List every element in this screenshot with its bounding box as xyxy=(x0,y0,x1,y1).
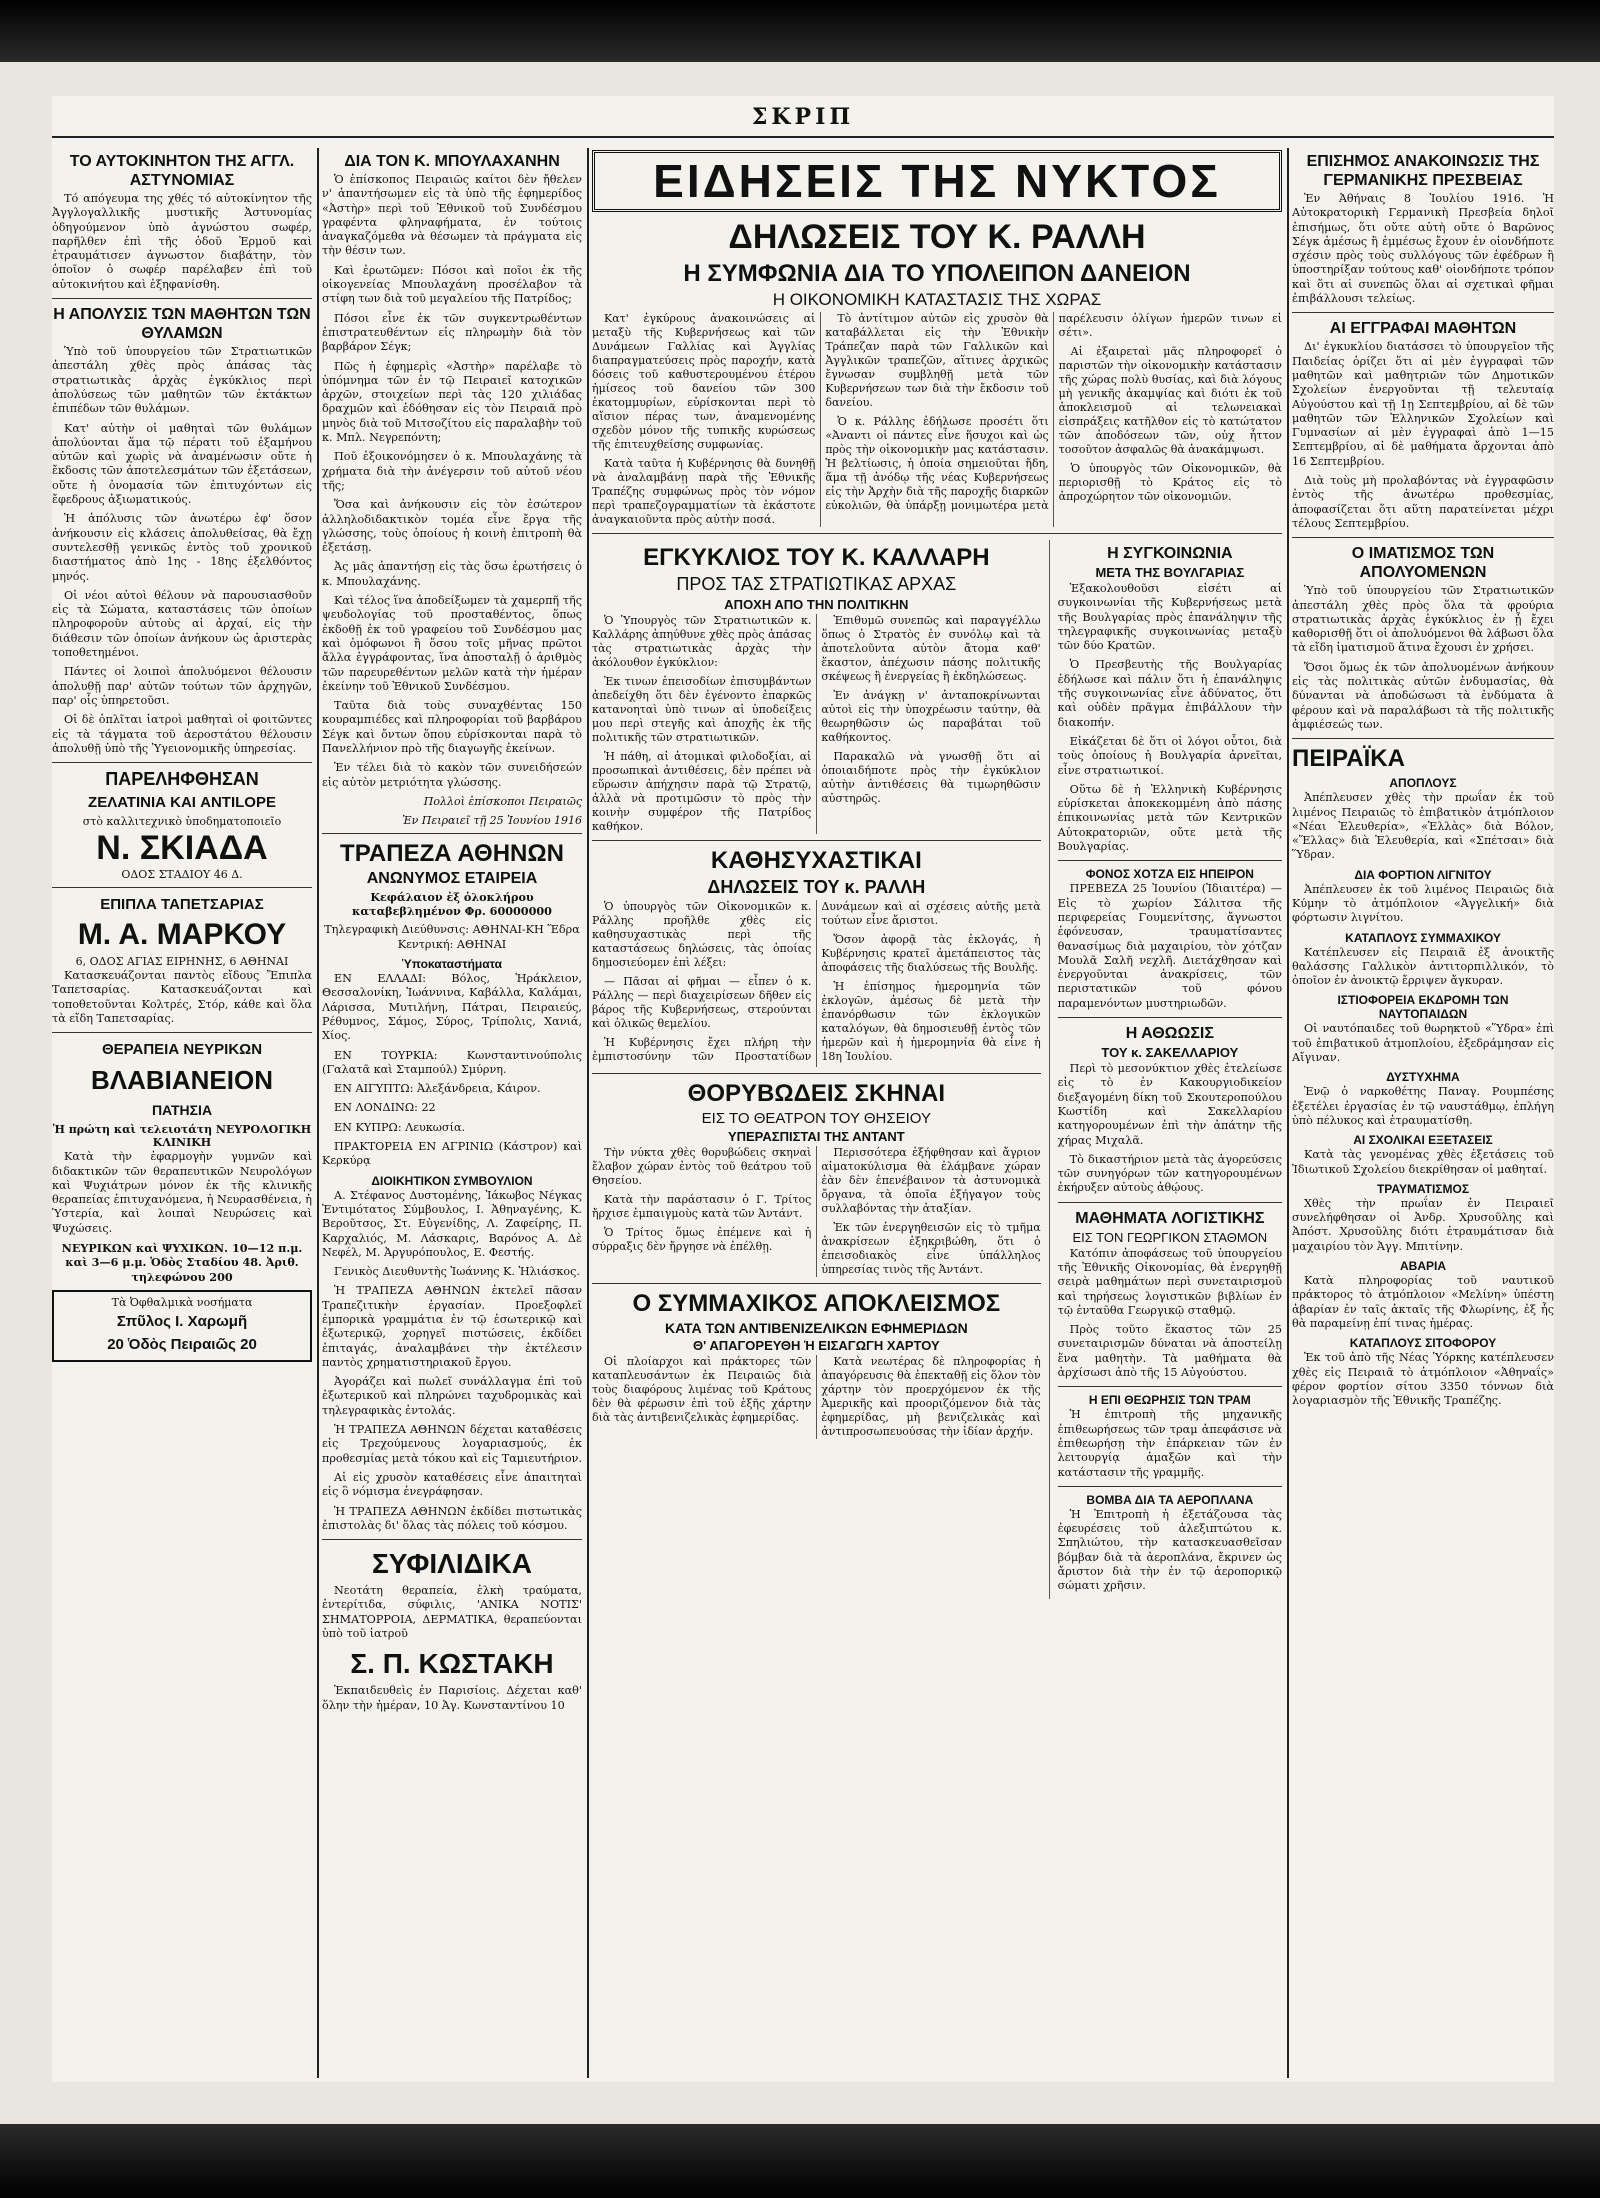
bank-subtitle: ΑΝΩΝΥΜΟΣ ΕΤΑΙΡΕΙΑ xyxy=(366,869,538,887)
scan-top-edge xyxy=(0,0,1600,62)
article-subtitle: ΕΙΣ ΤΟΝ ΓΕΩΡΓΙΚΟΝ ΣΤΑΘΜΟΝ xyxy=(1072,1229,1268,1245)
divider xyxy=(1058,1386,1282,1387)
news-item-title: ΚΑΤΑΠΛΟΥΣ ΣΥΜΜΑΧΙΚΟΥ xyxy=(1345,930,1501,945)
news-item-text: Ἐκ τοῦ ἀπὸ τῆς Νέας Ὑόρκης κατέπλευσεν χθὲς εἰς Πειραιᾶ τὸ ἀτμόπλοιον «Ἀθηναΐς» φέρον φορτίον σίτου 3350 τόννων διὰ λογαριασμὸν τῆς Ἐθνικῆς Τραπέζης. xyxy=(1292,1351,1554,1408)
column-divider xyxy=(1287,148,1289,2078)
ad-name: Σ. Π. ΚΩΣΤΑΚΗ xyxy=(350,1648,554,1680)
article-title: ΘΟΡΥΒΩΔΕΙΣ ΣΚΗΝΑΙ xyxy=(687,1079,945,1107)
article-paragraph: Τὸ ἀντίτιμον αὐτῶν εἰς χρυσὸν θὰ καταβάλλεται εἰς τὴν Ἐθνικὴν Τράπεζαν παρὰ τῶν Γαλλικῶν καὶ Ἀγγλικῶν τραπεζῶν, αἵτινες ἀρχικῶς ἔγνωσαν συμβληθῇ μετὰ τῶν Κυβερνήσεων των διὰ τὴν ἔκδοσιν τοῦ δανείου. xyxy=(825,312,1049,409)
news-item-text: Κατὰ τὰς γενομένας χθὲς ἐξετάσεις τοῦ Ἰδιωτικοῦ Σχολείου διεκρίθησαν οἱ μαθηταί. xyxy=(1292,1148,1554,1176)
article-paragraph: Ἐπιθυμῶ συνεπῶς καὶ παραγγέλλω ὅπως ὁ Στρατὸς ἐν συνόλῳ καὶ τὰ ἀποτελοῦντα αὐτὸν ἄτομα καθ' ἕκαστον, ἀπέχωσιν πάσης πολιτικῆς σκέψεως ἢ ἐνεργείας ἢ ἐκδηλώσεως. xyxy=(821,614,1041,683)
bank-branches-title: Ὑποκαταστήματα xyxy=(401,957,503,972)
article-paragraph: Τὸ δικαστήριον μετὰ τὰς ἀγορεύσεις τῶν συνηγόρων τῶν κατηγορουμένων ἐκήρυξεν αὐτοὺς ἀθῴους. xyxy=(1057,1152,1282,1195)
article-paragraph: Πῶς ἡ ἐφημερὶς «Ἀστὴρ» παρέλαβε τὸ ὑπόμνημα τῶν ἐν τῷ Πειραιεῖ κατοχικῶν ἀρχῶν, στοιχείων περὶ τὰς 120 χιλιάδας δραχμῶν καὶ ἐδόθησαν εἰς τὸν Πειραιᾶ πρὸ μηνὸς διὰ τοῦ Μιτσοζίτου εἰς παραλαβὴν τοῦ κ. Μπλ. Νεγρεπόντη; xyxy=(322,359,582,445)
divider xyxy=(52,1032,312,1033)
bank-address: Τηλεγραφικὴ Διεύθυνσις: ΑΘΗΝΑΙ-ΚΗ Ἕδρα Κεντρική: ΑΘΗΝΑΙ xyxy=(324,923,580,951)
column-divider xyxy=(587,148,589,2078)
article-title: ΕΠΙΣΗΜΟΣ ΑΝΑΚΟΙΝΩΣΙΣ ΤΗΣ ΓΕΡΜΑΝΙΚΗΣ ΠΡΕΣΒΕΙΑΣ xyxy=(1306,153,1540,189)
article-paragraph: Ὑπὸ τοῦ ὑπουργείου τῶν Στρατιωτικῶν ἀπεστάλη χθὲς πρὸς ἁπάσας τὰς στρατιωτικὰς ἀρχὰς ἐγκύκλιος περὶ ἀπολύσεως τῶν μαθητῶν τῶν ἐκτάκτων ἐπιπέδων τῶν θυλάμων. xyxy=(52,345,312,416)
column-1 xyxy=(52,148,312,2078)
article-subtitle: Η ΣΥΜΦΩΝΙΑ ΔΙΑ ΤΟ ΥΠΟΛΕΙΠΟΝ ΔΑΝΕΙΟΝ xyxy=(683,260,1191,287)
divider xyxy=(1058,1486,1282,1487)
article-paragraph: Ὑπὸ τοῦ ὑπουργείου τῶν Στρατιωτικῶν ἀπεστάλη χθὲς πρὸς ὅλα τὰ φρούρια στρατιωτικὰς ἀρχὰς ἐγκύκλιος ἐν ᾗ ἔχει καθορισθῇ ὅτι οἱ ἀπολυόμενοι θὰ λάβωσι ὅλα τὰ εἴδη ἱματισμοῦ ἅτινα ἔχουσι ἐν χρήσει. xyxy=(1292,584,1554,655)
scan-bottom-edge xyxy=(0,2124,1600,2198)
divider xyxy=(52,762,312,763)
divider xyxy=(592,840,1041,841)
article-paragraph: Ἀς μᾶς ἀπαντήσῃ εἰς τὰς ὅσω ἐρωτήσεις ὁ κ. Μπουλαχάνης. xyxy=(322,560,582,588)
ad-headline: Τὰ Ὀφθαλμικὰ νοσήματα xyxy=(111,1295,253,1309)
article-paragraph: Δι' ἐγκυκλίου διατάσσει τὸ ὑπουργεῖον τῆς Παιδείας ὁρίζει ὅτι αἱ μὲν ἐγγραφαὶ τῶν μαθητῶν καὶ μαθητριῶν τῶν Δημοτικῶν Σχολείων ἐνεργοῦνται τῇ τελευταίᾳ Αὐγούστου καὶ τῇ 1ῃ Σεπτεμβρίου, αἱ δὲ τῶν μαθητῶν τῶν Ἑλληνικῶν Σχολείων καὶ Γυμνασίων αἱ μὲν ἐγγραφαὶ ἀπὸ 1—15 Σεπτεμβρίου, αἱ δὲ μαθήματα ἄρχονται ἀπὸ 16 Σεπτεμβρίου. xyxy=(1292,340,1554,468)
article-paragraph: Ὁ ἐπίσκοπος Πειραιῶς καίτοι δὲν ἤθελεν ν' ἀπαντήσωμεν εἰς τὰ ὑπὸ τῆς ἐφημερίδος «Ἀστὴρ» περὶ τοῦ Ἐθνικοῦ τοῦ Συνδέσμου γραφέντα φληναφήματα, ἐν τούτοις ἀναγκαζόμεθα νὰ θέσωμεν τὰ πράγματα εἰς τὴν θέσιν των. xyxy=(322,173,582,258)
divider xyxy=(322,1539,582,1540)
article-subtitle: ΤΟΥ κ. ΣΑΚΕΛΛΑΡΙΟΥ xyxy=(1101,1045,1239,1061)
article-paragraph: Κατόπιν ἀποφάσεως τοῦ ὑπουργείου τῆς Ἐθνικῆς Οἰκονομίας, θὰ ἐνεργηθῇ σειρὰ μαθημάτων περὶ συνεταιρισμοῦ καὶ τηρήσεως λογιστικῶν βιβλίων ἐν τῷ ἐνταῦθα Γεωργικῷ σταθμῷ. xyxy=(1057,1246,1282,1317)
article-paragraph: Παρακαλῶ νὰ γνωσθῇ ὅτι αἱ ὁποιαιδήποτε πρὸς τὴν ἐγκύκλιον αὐτὴν ἀντιθέσεις θὰ τιμωρηθῶσιν αὐστηρῶς. xyxy=(821,750,1041,805)
article-subtitle-2: Η ΟΙΚΟΝΟΜΙΚΗ ΚΑΤΑΣΤΑΣΙΣ ΤΗΣ ΧΩΡΑΣ xyxy=(772,290,1102,309)
advertisement-eye xyxy=(52,1290,312,1362)
article-paragraph: Οἱ νέοι αὐτοὶ θέλουν νὰ παρουσιασθοῦν εἰς τὰ Σώματα, καταστάσεις τῶν ὁποίων πληροφοροῦν αὐτοὺς αἱ ἀρχαί, εἰς τὴν διάθεσιν τῶν ὁποίων ἀνήκουν ὡς ἀριστερὰς τοποθετημένοι. xyxy=(52,588,312,660)
article-paragraph: Διὰ τοὺς μὴ προλαβόντας νὰ ἐγγραφῶσιν ἐντὸς τῆς ἀνωτέρω προθεσμίας, ἀποφασίζεται ὅτι αὕτη παρατείνεται μέχρι τέλους Σεπτεμβρίου. xyxy=(1292,474,1554,530)
ad-text: Κατασκευάζονται παντὸς εἴδους Ἔπιπλα Ταπετσαρίας. Κατασκευάζονται καὶ τοποθετοῦνται Κολτρές, Στόρ, κάθε καὶ ὅλα τὰ εἴδη Ταπετσαρίας. xyxy=(52,969,312,1025)
article-subtitle: ΚΑΤΑ ΤΩΝ ΑΝΤΙΒΕΝΙΖΕΛΙΚΩΝ ΕΦΗΜΕΡΙΔΩΝ xyxy=(664,1319,968,1336)
advertisement-markou xyxy=(52,894,312,1026)
article-subtitle: ΔΗΛΩΣΕΙΣ ΤΟΥ κ. ΡΑΛΛΗ xyxy=(707,877,926,897)
article-paragraph: — Πᾶσαι αἱ φῆμαι — εἶπεν ὁ κ. Ράλλης — περὶ διαχειρίσεων δῆθεν εἰς βάρος τῆς Κυβερνήσεως, στερούνται καὶ ὁλικῶς θεμελίου. xyxy=(592,975,812,1030)
divider xyxy=(1292,738,1554,739)
article-paragraph: Ἐν ἀνάγκῃ ν' ἀνταποκρίνωνται αὐτοὶ εἰς τὴν ὑποχρέωσιν ταύτην, θὰ θεωρηθῶσιν ὡς παραβάται τοῦ καθήκοντος. xyxy=(821,689,1041,744)
divider xyxy=(1292,537,1554,538)
news-item-title: ΚΑΤΑΠΛΟΥΣ ΣΙΤΟΦΟΡΟΥ xyxy=(1349,1336,1497,1351)
bank-turkey: ΕΝ ΤΟΥΡΚΙΑ: Κωνσταντινούπολις (Γαλατᾶ καὶ Σταμπούλ) Σμύρνη. xyxy=(322,1048,582,1076)
piraeus-news-list xyxy=(1292,776,1554,1408)
article-paragraph: Πόσοι εἶνε ἐκ τῶν συγκεντρωθέντων ἐπιστρατευθέντων εἰς πληρωμὴν διὰ τὸν βαρβάρον Σέγκ; xyxy=(322,311,582,354)
bank-capital: Κεφάλαιον ἐξ ὁλοκλήρου καταβεβλημένον Φρ. 60000000 xyxy=(352,889,552,919)
ad-address: ΟΔΟΣ ΣΤΑΔΙΟΥ 46 Δ. xyxy=(121,868,243,882)
ad-subheadline: Ἡ πρώτη καὶ τελειοτάτη ΝΕΥΡΟΛΟΓΙΚΗ ΚΛΙΝΙΚΗ xyxy=(52,1123,312,1150)
article-title: ΑΙ ΕΓΓΡΑΦΑΙ ΜΑΘΗΤΩΝ xyxy=(1329,320,1517,338)
article-subtitle-2: ΥΠΕΡΑΣΠΙΣΤΑΙ ΤΗΣ ΑΝΤΑΝΤ xyxy=(727,1128,905,1144)
ad-name: Μ. Α. ΜΑΡΚΟΥ xyxy=(77,918,287,952)
ad-headline: ΠΑΡΕΛΗΦΘΗΣΑΝ xyxy=(105,769,259,790)
divider xyxy=(52,298,312,299)
column-3-night-news xyxy=(592,148,1282,2078)
article-paragraph: ΠΡΕΒΕΖΑ 25 Ἰουνίου (Ἰδιαιτέρα) — Εἰς τὸ χωρίον Σάλιτσα τῆς περιφερείας Γουμενίτσης, ἄγνωστοι ἐφόνευσαν, τραυματίσαντες θανασίμως διὰ μαχαιρίου, τὸν χότζαν Μουλᾶ Σαλῆ νεχλῆ. Διετάχθησαν καὶ ἐνεργοῦνται ἀνακρίσεις, τῶν περιστατικῶν τοῦ φόνου παραμενόντων μυστηριωδῶν. xyxy=(1057,882,1282,1010)
news-item xyxy=(1292,868,1554,926)
article-paragraph: Ἐν Ἀθήναις 8 Ἰουλίου 1916. Ἡ Αὐτοκρατορικὴ Γερμανικὴ Πρεσβεία δηλοῖ ἐπισήμως, ὅτι οὔτε αὐτὴ οὔτε ὁ Βαρῶνος Σέγκ ἀμέσως ἢ ἐμμέσως ἔχουν ἐν οἱονδήποτε σχέσιν πρὸς τοὺς συλλόγους τῶν ἐφέδρων ἢ ὑποστηρίξαν τούτους καθ' οἱονδήποτε τρόπον καὶ ὅτι αἱ συνεπῶς ὅλαι αἱ σχετικαὶ φῆμαι ἐπιβάλλουσι τελείως. xyxy=(1292,192,1554,306)
ad-name: ΒΛΑΒΙΑΝΕΙΟΝ xyxy=(90,1065,273,1096)
article-subtitle-2: ΑΠΟΧΗ ΑΠΟ ΤΗΝ ΠΟΛΙΤΙΚΗΝ xyxy=(724,597,909,612)
article-paragraph: Ἡ Ἐπιτροπὴ ἡ ἐξετάζουσα τὰς ἐφευρέσεις τοῦ ἀλεξιπτώτου κ. Σπηλιώτου, τὴν κατασκευασθεῖσαν βόμβαν διὰ τὰ ἀεροπλάνα, ἔκρινεν ὡς ἄριστον διὰ τὴν ἐν τῷ ἀεροπορικῷ σώματι χρῆσιν. xyxy=(1057,1507,1282,1593)
bank-london: ΕΝ ΛΟΝΔΙΝΩ: 22 xyxy=(334,1101,436,1115)
news-item xyxy=(1292,776,1554,862)
article-title: Η ΕΠΙ ΘΕΩΡΗΣΙΣ ΤΩΝ ΤΡΑΜ xyxy=(1088,1393,1251,1408)
article-subtitle: ΠΡΟΣ ΤΑΣ ΣΤΡΑΤΙΩΤΙΚΑΣ ΑΡΧΑΣ xyxy=(676,574,957,594)
article-paragraph: Πάντες οἱ λοιποὶ ἀπολυόμενοι θέλουσιν ἀπολυθῇ παρ' αὐτῶν τούτων τῶν ἀρχηγῶν, παρ' οἷς ὑπηρετοῦσι. xyxy=(52,665,312,707)
article-subtitle: ΜΕΤΑ ΤΗΣ ΒΟΥΛΓΑΡΙΑΣ xyxy=(1095,565,1245,580)
bank-board: Α. Στέφανος Δυστομένης, Ἰάκωβος Νέγκας Ἐντιμότατος Σύμβουλος, Ι. Ἀθηναγένης, Κ. Βεροῦτσος, Στ. Εὐγενίδης, Λ. Ζαφείρης, Π. Καρχαλιός, Μ. Λάσκαρις, Βαρόνος Α. Δὲ Νεφέλ, Μ. Ἀργυρόπουλος, Ε. Φεστής. xyxy=(322,1188,582,1259)
article-title: Η ΣΥΓΚΟΙΝΩΝΙΑ xyxy=(1107,545,1233,562)
advertisement-kostaki xyxy=(322,1546,582,1713)
column-2 xyxy=(322,148,582,2078)
divider xyxy=(322,833,582,834)
lower-right-block xyxy=(1058,540,1282,1599)
article-paragraph: Ὁ ὑπουργὸς τῶν Οἰκονομικῶν, θὰ περιορισθῇ τὸ Κράτος εἰς τὸ ἀπροχώρητον τῶν οἰκονομιῶν. xyxy=(1058,462,1282,503)
news-item xyxy=(1292,1182,1554,1254)
news-item xyxy=(1292,993,1554,1065)
column-divider xyxy=(317,148,319,2078)
article-body: Τό απόγευμα της χθές τό αὐτοκίνητον τῆς Ἀγγλογαλλικῆς μυστικῆς Ἀστυνομίας ὁδηγούμενον ὑπὸ ἀγνώστου σωφέρ, παρῆλθεν ἐπὶ τῆς ὁδοῦ Ἑρμοῦ καὶ ἐτραυμάτισεν ἀγνωστον διαβάτην, τὸν ὁποῖον ὁ σωφέρ παρέλαβεν ἐπὶ τοῦ αὐτοκινήτου καὶ ἐξηφανίσθη. xyxy=(52,192,312,291)
news-item-text: Κατὰ πληροφορίας τοῦ ναυτικοῦ πράκτορος τὸ ἀτμόπλοιον «Μελίνη» ὑπέστη ἀβαρίαν ἐν ταῖς ἀκταῖς τῆς Φλωρίνης, ἐξ ἧς θὰ παραμείνῃ ἐπί τινας ἡμέρας. xyxy=(1292,1274,1554,1330)
advertisement-skiada xyxy=(52,769,312,881)
article-paragraph: Εἰκάζεται δὲ ὅτι οἱ λόγοι οὗτοι, διὰ τοὺς ὁποίους ἡ Βουλγαρία ἀρνεῖται, εἶνε στρατιωτικοί. xyxy=(1057,734,1282,777)
article-paragraph: Κατ' ἐγκύρους ἀνακοινώσεις αἱ μεταξὺ τῆς Κυβερνήσεως καὶ τῶν Δυνάμεων Γαλλίας καὶ Ἀγγλίας διαπραγματεύσεις πρὸς παροχήν, κατὰ δόσεις τοῦ καθυστερουμένου ἑτέρου ἡμίσεος τοῦ δανείου τῶν 300 ἑκατομμυρίων, εὑρίσκονται περὶ τὸ αἴσιον πέρας των, ἀναμενομένης σχεδὸν μόνον τῆς τυπικῆς κυρώσεως τῆς ἐπιτευχθείσης συμφωνίας. xyxy=(592,312,816,451)
bank-paragraph: Ἡ ΤΡΑΠΕΖΑ ΑΘΗΝΩΝ ἐκτελεῖ πᾶσαν Τραπεζιτικὴν ἐργασίαν. Προεξοφλεῖ ἐμπορικὰ γραμμάτια ἐν τῷ ἐσωτερικῷ καὶ ἐξωτερικῷ, χορηγεῖ πιστώσεις, ἐκδίδει ἐπιταγάς, ἀναλαμβάνει τὴν ἐκτέλεσιν παντὸς χρηματιστηριακοῦ ἔργου. xyxy=(322,1284,582,1369)
ad-text: Νεοτάτη θεραπεία, ἐλκὴ τραύματα, ἐντερίτιδα, σύφιλις, 'ΑΝΙΚΑ ΝΟΤΙΣ' ΣΗΜΑΤΟΡΡΟΙΑ, ΔΕΡΜΑΤΙΚΑ, θεραπεύονται ὑπὸ τοῦ ἰατροῦ xyxy=(322,1584,582,1641)
divider xyxy=(1058,1017,1282,1018)
divider xyxy=(52,887,312,888)
section-title: ΠΕΙΡΑΪΚΑ xyxy=(1292,745,1405,773)
article-paragraph: Ὁ Τρίτος ὅμως ἐπέμενε καὶ ἡ σύρραξις δὲν ἤργησε νὰ ἐπέλθῃ. xyxy=(592,1225,812,1253)
news-item-text: Χθὲς τὴν πρωΐαν ἐν Πειραιεῖ συνελήφθησαν οἱ Ἀνδρ. Χρυσοῦλης καὶ Ἀπόστ. Χρυσοῦλης διότι ἐτραυμάτισαν διὰ μαχαιρίου τὸν Ἀγγ. Μπιτίνην. xyxy=(1292,1196,1554,1253)
dateline: Ἐν Πειραιεῖ τῇ 25 Ἰουνίου 1916 xyxy=(402,813,582,827)
article-subtitle-2: Θ' ΑΠΑΓΟΡΕΥΘΗ Ἡ ΕΙΣΑΓΩΓΗ ΧΑΡΤΟΥ xyxy=(692,1337,940,1353)
advertisement-bank-of-athens xyxy=(322,840,582,1533)
article-title: Η ΑΘΩΩΣΙΣ xyxy=(1125,1025,1214,1043)
bank-cyprus: ΕΝ ΚΥΠΡΩ: Λευκωσία. xyxy=(334,1120,466,1134)
article-paragraph: Κατὰ ταῦτα ἡ Κυβέρνησις θὰ δυνηθῇ νὰ ἀναλαμβάνῃ παρὰ τῆς Ἐθνικῆς Τραπέζης συμφώνως πρὸς τὸν νόμον περὶ τραπεζογραμματίων τὰ ἑκάστοτε ἀναγκαιοῦντα πρὸς αὐτὴν ποσά. xyxy=(592,457,816,526)
article-paragraph: Τὴν νύκτα χθὲς θορυβώδεις σκηναὶ ἔλαβον χώραν ἐντὸς τοῦ θεάτρου τοῦ Θησείου. xyxy=(592,1145,812,1187)
news-item-text: Ἐνῷ ὁ ναρκοθέτης Παναγ. Ρουμπέσης ἐξετέλει ἐργασίας ἐν τῷ ναυστάθμῳ, ἐπλήγη ὑπὸ πέλυκος καὶ ἐτραυματίσθη. xyxy=(1292,1085,1554,1127)
news-item-title: ΑΒΑΡΙΑ xyxy=(1399,1259,1446,1274)
article-paragraph: Πρὸς τοῦτο ἕκαστος τῶν 25 συνεταιρισμῶν δύναται νὰ ἀποστείλῃ ἕνα μαθητὴν. Τὰ μαθήματα θὰ ἀρχίσωσι ἀπὸ τῆς 15 Αὐγούστου. xyxy=(1057,1323,1282,1380)
article-paragraph: Ἡ Κυβέρνησις ἔχει πλήρη τὴν ἐμπιστοσύνην τῶν Προστατίδων Δυνάμεων καὶ αἱ σχέσεις αὐτῆς μετὰ τούτων εἶνε ἄριστοι. xyxy=(592,900,1041,1063)
news-item-title: ΑΙ ΣΧΟΛΙΚΑΙ ΕΞΕΤΑΣΕΙΣ xyxy=(1353,1133,1493,1148)
bank-paragraph: Ἀγοράζει καὶ πωλεῖ συνάλλαγμα ἐπὶ τοῦ ἐξωτερικοῦ καὶ πληρώνει ταχυδρομικὰς καὶ τηλεγραφικὰς ἐντολάς. xyxy=(322,1375,582,1417)
article-paragraph: Αἱ ἐξαιρεταὶ μᾶς πληροφορεῖ ὁ παριστῶν τὴν οἰκονομικὴν κατάστασιν τῆς χώρας πολὺ θυσίας, καὶ διὰ λόγους μὴ γενικῆς ἀκαμψίας καὶ διότι ἐκ τοῦ ἀποκλεισμοῦ αἱ τελωνειακαὶ εἰσπράξεις κατῆλθον εἰς τὸ κατώτατον τῶν ἀποδόσεων τῶν, οὐχ ἧττον τοσοῦτον ἀσφαλῶς θὰ ἀνακάμψωσι. xyxy=(1058,345,1282,456)
article-paragraph: Ταῦτα διὰ τοὺς συναχθέντας 150 κουραμπιέδες καὶ πληροφορίαι τοῦ βαρβάρου Σέγκ καὶ ὄντων ὅπου εὑρίσκονται παρὰ τὸ Πανελλήνιον πρὸ τῆς διαγωγῆς ἐκείνων. xyxy=(322,699,582,755)
ad-footer: ΝΕΥΡΙΚΩΝ καὶ ΨΥΧΙΚΩΝ. 10—12 π.μ. καὶ 3—6 μ.μ. Ὁδὸς Σταδίου 48. Ἀριθ. τηλεφώνου 200 xyxy=(61,1241,303,1284)
ad-text: Κατὰ τὴν ἐφαρμογὴν γυμνῶν καὶ διδακτικῶν τῶν θεραπευτικῶν Νευρολόγων καὶ Ψυχιάτρων μόνον ἐκ τῆς κλινικῆς θεραπείας ἐπιτυχανόμενα, ἡ Νευρασθένεια, ἡ Ὑστερία, καὶ λοιπαὶ Νευρώσεις καὶ Ψυχώσεις. xyxy=(52,1150,312,1235)
article-body xyxy=(592,312,1282,527)
divider xyxy=(1058,1202,1282,1203)
article-paragraph: Ὅσον ἀφορᾷ τὰς ἐκλογάς, ἡ Κυβέρνησις κρατεῖ ἀμετάπειστος τὰς ἀποφάσεις τῆς διαλύσεως τῆς Βουλῆς. xyxy=(821,933,1041,974)
ad-headline: ΣΥΦΙΛΙΔΙΚΑ xyxy=(372,1548,532,1580)
ad-location: ΠΑΤΗΣΙΑ xyxy=(151,1102,213,1119)
news-item xyxy=(1292,1259,1554,1331)
article-subtitle: ΕΙΣ ΤΟ ΘΕΑΤΡΟΝ ΤΟΥ ΘΗΣΕΙΟΥ xyxy=(701,1109,931,1127)
masthead: ΣΚΡΙΠ xyxy=(751,104,855,130)
article-paragraph: Οἱ δὲ ὁπλῖται ἰατροὶ μαθηταὶ οἱ φοιτῶντες εἰς τὰ τάγματα τοῦ ἀεροστάτου θέλουσιν ἀπολυθῇ ὑπὸ τῆς Ὑγειονομικῆς ὑπηρεσίας. xyxy=(52,713,312,755)
article-body xyxy=(592,900,1041,1067)
article-paragraph: Ἡ ἐπιτροπὴ τῆς μηχανικῆς ἐπιθεωρήσεως τῶν τραμ ἀπεφάσισε νὰ ἐπιθεωρήσῃ τὴν ἐπάρκειαν τῶν ἐν λειτουργίᾳ ἁμαξῶν καὶ τὴν κατάστασιν τῆς γραμμῆς. xyxy=(1057,1408,1282,1479)
lower-left-block xyxy=(592,540,1050,1599)
advertisement-vlavianeion xyxy=(52,1039,312,1284)
article-paragraph: Κατὰ τὴν παράστασιν ὁ Γ. Τρίτος ἤρχισε ἐμπαιγμοὺς κατὰ τῶν Ἀντάντ. xyxy=(592,1192,812,1220)
news-item-title: ΑΠΟΠΛΟΥΣ xyxy=(1389,776,1457,791)
article-paragraph: Ὁ Ὑπουργὸς τῶν Στρατιωτικῶν κ. Καλλάρης ἀπηύθυνε χθὲς πρὸς ἁπάσας τὰς στρατιωτικὰς ἀρχὰς τὴν ἀκόλουθον ἐγκύκλιον: xyxy=(592,614,812,669)
news-item xyxy=(1292,931,1554,989)
article-title: ΔΗΛΩΣΕΙΣ ΤΟΥ Κ. ΡΑΛΛΗ xyxy=(728,218,1146,256)
ad-headline: ΘΕΡΑΠΕΙΑ ΝΕΥΡΙΚΩΝ xyxy=(101,1041,263,1059)
article-title: ΜΑΘΗΜΑΤΑ ΛΟΓΙΣΤΙΚΗΣ xyxy=(1075,1209,1265,1227)
article-paragraph: Ἡ ἀπόλυσις τῶν ἀνωτέρω ἐφ' ὅσον ἀνήκουσιν εἰς κλάσεις ἀπολυθείσας, θὰ ἔχῃ συντελεσθῇ γενικῶς ἐντὸς τοῦ χρονικοῦ διαστήματος ἀπὸ 1ης - 18ης ἐξελθόντος μηνός. xyxy=(52,512,312,583)
masthead-rule xyxy=(52,136,1554,138)
article-paragraph: Ποῦ ἐξοικονόμησεν ὁ κ. Μπουλαχάνης τὰ χρήματα διὰ τὴν ἀνέγερσιν τοῦ αὐτοῦ νέου τῆς; xyxy=(322,450,582,492)
column-4 xyxy=(1292,148,1554,2078)
bank-branches: ΕΝ ΕΛΛΑΔΙ: Βόλος, Ἡράκλειον, Θεσσαλονίκη, Ἰωάννινα, Καβάλλα, Καλάμαι, Λάρισσα, Μυτιλήνη, Πάτραι, Πειραιεύς, Ρέθυμνος, Σάμος, Σύρος, Τρίπολις, Χανιά, Χίος. xyxy=(322,972,582,1043)
news-item xyxy=(1292,1336,1554,1408)
news-item-title: ΤΡΑΥΜΑΤΙΣΜΟΣ xyxy=(1376,1181,1470,1196)
ad-text: στὸ καλλιτεχνικὸ ὑποδηματοποιεῖο xyxy=(82,815,282,829)
news-item xyxy=(1292,1070,1554,1128)
article-paragraph: Οὕτω δὲ ἡ Ἑλληνικὴ Κυβέρνησις εὑρίσκεται ἀποκεκομμένη ἀπὸ πάσης ἐπικοινωνίας μετὰ τῶν Κεντρικῶν Αὐτοκρατοριῶν, οὔτε μετὰ τῆς Βουλγαρίας. xyxy=(1057,782,1282,854)
news-item-text: Κατέπλευσεν εἰς Πειραιᾶ ἐξ ἀνοικτῆς θαλάσσης Γαλλικὸν ἀντιτορπιλλικόν, τὸ ὁποῖον ἐν ἀνοικτῷ ἔρριψεν ἄγκυραν. xyxy=(1292,945,1554,988)
ad-name: Σπῦλος Ι. Χαρωμῆ xyxy=(116,1312,248,1330)
news-item-title: ΔΥΣΤΥΧΗΜΑ xyxy=(1386,1070,1460,1085)
news-item xyxy=(1292,1133,1554,1177)
ad-address: 6, ΟΔΟΣ ΑΓΙΑΣ ΕΙΡΗΝΗΣ, 6 ΑΘΗΝΑΙ xyxy=(75,955,289,969)
signature: Πολλοὶ ἐπίσκοποι Πειραιῶς xyxy=(423,794,582,808)
news-item-title: ΙΣΤΙΟΦΟΡΕΙΑ ΕΚΔΡΟΜΗ ΤΩΝ ΝΑΥΤΟΠΑΙΔΩΝ xyxy=(1337,993,1509,1022)
article-body xyxy=(592,614,1041,834)
divider xyxy=(1292,312,1554,313)
news-item-text: Ἀπέπλευσεν ἐκ τοῦ λιμένος Πειραιῶς διὰ Κύμην τὸ ἀτμόπλοιον «Ἀγγελική» διὰ φόρτωσιν λιγνίτου. xyxy=(1292,882,1554,925)
article-paragraph: Ὅσοι ὅμως ἐκ τῶν ἀπολυομένων ἀνήκουν εἰς τὰς πολιτικὰς αὐτῶν ἐνδυμασίας, θὰ δύνανται νὰ ἀποδώσωσι τὰ ἐνδύματα ἃ φέρουν καὶ νὰ παραλάβωσι τὰ τῆς πολιτικῆς ἀμφιέσεώς των. xyxy=(1292,660,1554,731)
newspaper-page xyxy=(52,96,1554,2082)
divider xyxy=(592,1073,1041,1074)
article-paragraph: Καὶ ἐρωτῶμεν: Πόσοι καὶ ποῖοι ἐκ τῆς οἰκογενείας Μπουλαχάνη προσέλαβον τὰ στίφη των διὰ τοῦ μεγαλείου τῆς Πατρίδος; xyxy=(322,263,582,306)
bank-agencies: ΠΡΑΚΤΟΡΕΙΑ ΕΝ ΑΓΡΙΝΙΩ (Κάστρον) καὶ Κερκύρᾳ xyxy=(322,1140,582,1168)
ad-headline: ΕΠΙΠΛΑ ΤΑΠΕΤΣΑΡΙΑΣ xyxy=(100,896,264,914)
divider xyxy=(1058,860,1282,861)
divider xyxy=(592,533,1282,534)
article-paragraph: Ὁ Πρεσβευτὴς τῆς Βουλγαρίας ἐδήλωσε καὶ πάλιν ὅτι ἡ ἐπανάληψις τῆς συγκοινωνίας εἶνε ἀδύνατος, ὅτι καὶ οὐδὲν πρᾶγμα ἐπιβάλλουν τὴν διακοπήν. xyxy=(1057,658,1282,729)
article-title: Ο ΣΥΜΜΑΧΙΚΟΣ ΑΠΟΚΛΕΙΣΜΟΣ xyxy=(632,1289,1001,1317)
article-paragraph: Ὅσα καὶ ἀνήκουσιν εἰς τὸν ἐσώτερον ἀλληλοδιδακτικὸν τομέα εἶνε ἔργα τῆς γλώσσης, τοὺς ὁποίους ἡ κοινὴ ἐπιτροπὴ θὰ ἐξετάσῃ. xyxy=(322,498,582,555)
article-title: ΔΙΑ ΤΟΝ Κ. ΜΠΟΥΛΑΧΑΝΗΝ xyxy=(344,153,560,170)
article-title: ΤΟ ΑΥΤΟΚΙΝΗΤΟΝ ΤΗΣ ΑΓΓΛ. ΑΣΤΥΝΟΜΙΑΣ xyxy=(69,153,295,189)
article-paragraph: Ἐκ τινων ἐπεισοδίων ἐπισυμβάντων ἀπεδείχθη ὅτι δὲν ἐγένοντο ἐπαρκῶς κατανοηταὶ ὑπὸ τινων αἱ ὑποδείξεις μου περὶ στεγῆς καὶ ἀποχῆς ἐκ τῆς πολιτικῆς τῶν στρατιωτικῶν. xyxy=(592,675,812,744)
bank-paragraph: Αἱ εἰς χρυσὸν καταθέσεις εἶνε ἀπαιτηταὶ εἰς ὃ νόμισμα ἐνεγράφησαν. xyxy=(322,1470,582,1499)
ad-footer: Ἐκπαιδευθεὶς ἐν Παρισίοις. Δέχεται καθ' ὅλην τὴν ἡμέραν, 10 Ἀγ. Κωνσταντίνου 10 xyxy=(322,1684,582,1712)
ad-address: 20 Ὁδὸς Πειραιῶς 20 xyxy=(107,1335,257,1353)
bank-egypt: ΕΝ ΑΙΓΥΠΤΩ: Ἀλεξάνδρεια, Κάιρον. xyxy=(334,1082,541,1096)
article-paragraph: Οἱ πλοίαρχοι καὶ πράκτορες τῶν καταπλευσάντων ἐκ Πειραιῶς διὰ τοὺς διαφόρους λιμένας τοῦ Κράτους δὲν θὰ φέρωσιν ἐπὶ τοῦ ἑξῆς χάρτην διὰ τὰς ἀντιβενιζελικὰς ἐφημερίδας. xyxy=(592,1354,812,1424)
news-item-text: Οἱ ναυτόπαιδες τοῦ θωρηκτοῦ «Ὕδρα» ἐπὶ τοῦ ἐπιβατικοῦ ἀτμοπλοίου, ἐξεδράμησαν εἰς Αἴγιναν. xyxy=(1292,1022,1554,1065)
bank-paragraph: Ἡ ΤΡΑΠΕΖΑ ΑΘΗΝΩΝ δέχεται καταθέσεις εἰς Τρεχούμενους λογαριασμούς, ἐκ προθεσμίας μετὰ τόκου καὶ εἰς Ταμιευτήριον. xyxy=(322,1423,582,1465)
article-title: ΦΟΝΟΣ ΧΟΤΖΑ ΕΙΣ ΗΠΕΙΡΟΝ xyxy=(1085,867,1254,882)
article-paragraph: Περὶ τὸ μεσονύκτιον χθὲς ἐτελείωσε εἰς τὸ ἐν Κακουργιοδικείον διεξαγομένη δίκη τοῦ Σκουτεροπούλου Κωστίδη καὶ Σακελλαρίου κατηγορουμένων ἐπὶ τὴν ἀπάτην τῆς χήρας Μιχαλᾶ. xyxy=(1057,1062,1282,1147)
article-paragraph: Καὶ τέλος ἵνα ἀποδείξωμεν τὰ χαμερπῆ τῆς ψευδολογίας τοῦ προσταθέντος, ὅπως ἐκδοθῇ ἐκ τοῦ γραφείου τοῦ Συνδέσμου μας καὶ ὁμόφωνοι ἢ ὅσου τοῖς μῆνας πρῶτοι ἄλλα ἐγγράφοντας, ἵνα ἀποσταλῇ ὁ ἀριθμὸς τῶν παρευρεθέντων μελῶν κατὰ τὴν ἡμέραν ἐκείνην τοῦ Ἐθνικοῦ Συνδέσμου. xyxy=(322,594,582,693)
divider xyxy=(592,1283,1041,1284)
bank-title: ΤΡΑΠΕΖΑ ΑΘΗΝΩΝ xyxy=(340,839,564,867)
article-body xyxy=(592,1146,1041,1277)
article-paragraph: Περισσότερα ἐξήφθησαν καὶ ἄγριον αἱματοκύλισμα θὰ ἐλάμβανε χώραν ἐὰν δὲν ἐπενέβαινον τὰ ἀστυνομικὰ ὄργανα, τὰ ὁποῖα ἐξήγαγον τοὺς συλλαβόντας τὴν ἀταξίαν. xyxy=(821,1145,1041,1215)
article-title: Η ΑΠΟΛΥΣΙΣ ΤΩΝ ΜΑΘΗΤΩΝ ΤΩΝ ΘΥΛΑΜΩΝ xyxy=(53,306,311,343)
bank-paragraph: Ἡ ΤΡΑΠΕΖΑ ΑΘΗΝΩΝ ἐκδίδει πιστωτικὰς ἐπιστολὰς δι' ὅλας τὰς πόλεις τοῦ κόσμου. xyxy=(322,1504,582,1532)
article-title: Ο ΙΜΑΤΙΣΜΟΣ ΤΩΝ ΑΠΟΛΥΟΜΕΝΩΝ xyxy=(1351,545,1495,582)
article-paragraph: Ὁ ὑπουργὸς τῶν Οἰκονομικῶν κ. Ράλλης προῆλθε χθὲς εἰς καθησυχαστικὰς περὶ τῆς καταστάσεως δηλώσεις, τὰς ὁποίας δημοσιεύομεν ἐπὶ λέξει: xyxy=(592,900,812,969)
bank-board-title: ΔΙΟΙΚΗΤΙΚΟΝ ΣΥΜΒΟΥΛΙΟΝ xyxy=(371,1173,533,1188)
article-paragraph: Ἡ ἐπίσημος ἡμερομηνία τῶν ἐκλογῶν, ἀμέσως δὲ μετὰ τὴν ἐπανόρθωσιν τῶν ἐκλογικῶν καταλόγων, θὰ δημοσιευθῇ ἐντὸς τῶν ἡμερῶν καὶ ἡ ἡμερομηνία θὰ εἶνε ἡ 18η Ἰουλίου. xyxy=(821,980,1041,1063)
article-body xyxy=(592,1355,1041,1439)
article-title: ΕΓΚΥΚΛΙΟΣ ΤΟΥ Κ. ΚΑΛΛΑΡΗ xyxy=(643,544,990,571)
news-item-title: ΔΙΑ ΦΟΡΤΙΟΝ ΛΙΓΝΙΤΟΥ xyxy=(1354,867,1492,882)
section-banner: ΕΙΔΗΣΕΙΣ ΤΗΣ ΝΥΚΤΟΣ xyxy=(592,150,1282,212)
article-paragraph: Ἐν τέλει διὰ τὸ κακὸν τῶν συνειδήσεών εἰς αὐτὸν μετριότητα γλώσσης. xyxy=(322,761,582,789)
article-title: ΚΑΘΗΣΥΧΑΣΤΙΚΑΙ xyxy=(710,847,922,874)
news-item-text: Ἀπέπλευσεν χθὲς τὴν πρωΐαν ἐκ τοῦ λιμένος Πειραιῶς τὸ ἐπιβατικὸν ἀτμόπλοιον «Νέαι Ἐλευθερία», «Ἑλλὰς» διὰ Βόλον, «Ἕλλας» διὰ Ἐλευθερία, καὶ «Σπέτσαι» διὰ Ὕδραν. xyxy=(1292,791,1554,862)
article-paragraph: Κατὰ νεωτέρας δὲ πληροφορίας ἡ ἀπαγόρευσις θὰ ἐπεκταθῇ εἰς ὅλον τὸν χάρτην τὸν προερχόμενον ἐκ τῆς Ἀμερικῆς καὶ προοριζόμενον διὰ τὰς ἐφημερίδας, μὴ βενιζελικὰς καὶ ἀντιπροσωπευούσας τὴν ἰδίαν ἀρχήν. xyxy=(821,1354,1041,1438)
lower-section xyxy=(592,540,1282,1599)
article-paragraph: Ἐξακολουθοῦσι εἰσέτι αἱ συγκοινωνίαι τῆς Κυβερνήσεως μετὰ τῆς Βουλγαρίας πρὸς ἐπανάληψιν τῆς τηλεγραφικῆς συγκοινωνίας μεταξὺ τῶν δύο Κρατῶν. xyxy=(1057,582,1282,653)
article-title: ΒΟΜΒΑ ΔΙΑ ΤΑ ΑΕΡΟΠΛΑΝΑ xyxy=(1086,1492,1254,1507)
article-paragraph: Ὁ κ. Ράλλης ἐδήλωσε προσέτι ὅτι «Ἀναντι οἱ πάντες εἶνε ἥσυχοι καὶ ὡς πρὸς τὴν οἰκονομικὴν μας κατάστασιν. Ἡ βελτίωσις, ἡ ὁποία σημειοῦται ἤδη, ἅμα τῇ ἀνόδῳ τῆς νέας Κυβερνήσεως εἰς τὴν Ἀρχὴν διὰ τῆς παροχῆς διαρκῶν εὐκολιῶν, θὰ ὑπάρξῃ μονιμωτέρα μετὰ παρέλευσιν ὀλίγων ἡμερῶν τινων εἰ σέτι». xyxy=(825,312,1282,512)
article-paragraph: Ἐκ τῶν ἐνεργηθεισῶν εἰς τὸ τμῆμα ἀνακρίσεων ἐξηκριβώθη, ὅτι ὁ ἐπεισοδιακὸς εἶνε ὑπάλληλος ὑπηρεσίας τινὸς τῆς Ἀντάντ. xyxy=(821,1220,1041,1276)
article-paragraph: Κατ' αὐτὴν οἱ μαθηταὶ τῶν θυλάμων ἀπολύονται ἅμα τῷ πέρατι τοῦ ἐξαμήνου αὐτῶν καὶ χωρὶς νὰ ἀναμένωσιν οὔτε ἡ ἔκδοσις τῶν ἀποτελεσμάτων τῶν ἐξετάσεων, οὔτε ἡ ὀνομασία τῶν ἐπιτυχόντων εἰς ἔφεδρους ἀξιωματικούς. xyxy=(52,421,312,507)
article-paragraph: Ἡ πάθη, αἱ ἀτομικαὶ φιλοδοξίαι, αἱ προσωπικαὶ ἀντιθέσεις, δὲν πρέπει νὰ εὕρωσιν ἀπήχησιν παρὰ τῷ Στρατῷ, ἀλλὰ νὰ προτιμῶσιν τὸ πρὸς τὴν κοινὴν συμφέρον τῆς Πατρίδος καθήκον. xyxy=(592,750,812,833)
ad-subheadline: ΖΕΛΑΤΙΝΙΑ ΚΑΙ ANTILOPE xyxy=(88,794,276,812)
ad-name: Ν. ΣΚΙΑΔΑ xyxy=(96,829,268,868)
bank-director: Γενικὸς Διευθυντὴς Ἰωάννης Κ. Ἠλιάσκος. xyxy=(334,1265,580,1279)
